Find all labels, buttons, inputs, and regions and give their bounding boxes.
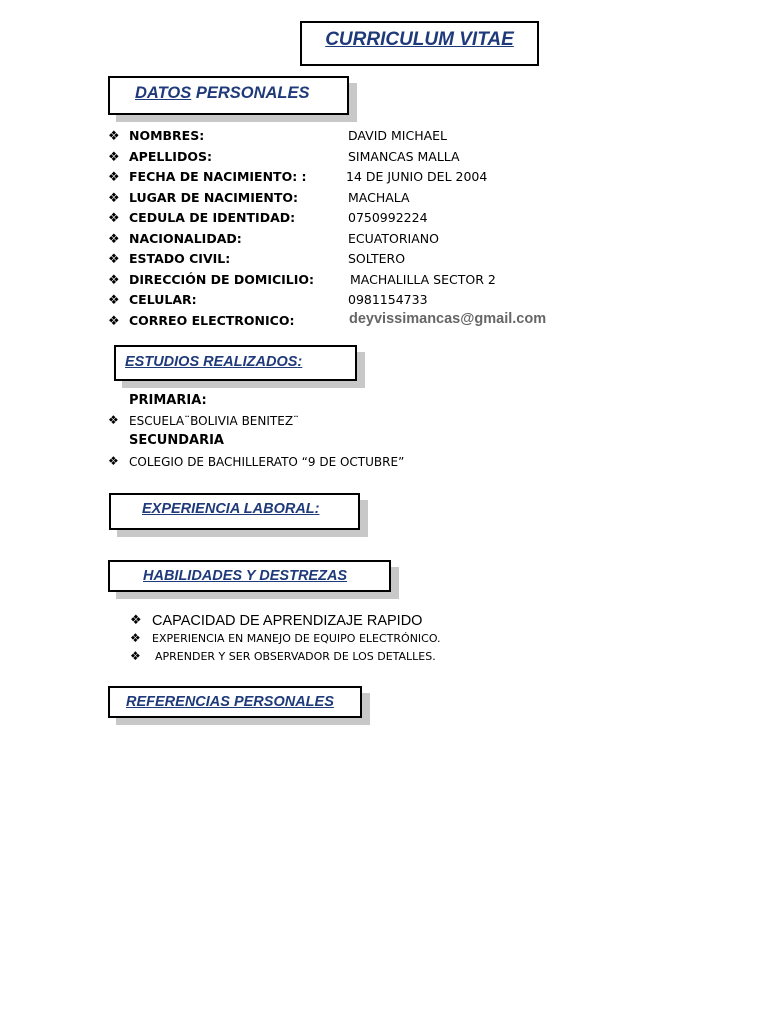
diamond-bullet-icon: ❖ bbox=[108, 189, 120, 205]
referencias-heading-box bbox=[108, 686, 362, 718]
field-label: NACIONALIDAD: bbox=[129, 230, 242, 246]
datos-personales-heading-box bbox=[108, 76, 349, 115]
secundaria-label: SECUNDARIA bbox=[129, 433, 224, 448]
skill-bullet: ❖ bbox=[130, 613, 142, 628]
habilidades-heading: HABILIDADES Y DESTREZAS bbox=[143, 568, 348, 584]
field-label: FECHA DE NACIMIENTO: : bbox=[129, 169, 307, 184]
field-value: 0981154733 bbox=[348, 292, 428, 307]
estudios-heading-box bbox=[114, 345, 357, 381]
experiencia-heading-colon: : bbox=[314, 501, 320, 517]
diamond-bullet-icon: ❖ bbox=[108, 230, 120, 246]
diamond-bullet-icon: ❖ bbox=[108, 128, 120, 143]
field-value: SOLTERO bbox=[348, 251, 406, 266]
primaria-label: PRIMARIA: bbox=[129, 393, 207, 408]
secundaria-bullet: ❖ bbox=[108, 454, 119, 468]
diamond-bullet-icon: ❖ bbox=[108, 312, 120, 328]
field-value: MACHALA bbox=[348, 189, 410, 205]
diamond-bullet-icon: ❖ bbox=[108, 148, 120, 164]
diamond-bullet-icon: ❖ bbox=[108, 169, 120, 184]
field-value: 0750992224 bbox=[348, 210, 428, 225]
experiencia-heading bbox=[142, 501, 358, 517]
field-label: DIRECCIÓN DE DOMICILIO: bbox=[129, 271, 315, 287]
estudios-heading-text: ESTUDIOS REALIZADOS bbox=[125, 354, 298, 370]
field-value: DAVID MICHAEL bbox=[348, 128, 448, 143]
primaria-bullet: ❖ bbox=[108, 413, 119, 427]
primaria-school: ESCUELA¨BOLIVIA BENITEZ¨ bbox=[129, 414, 300, 428]
field-label: CEDULA DE IDENTIDAD: bbox=[129, 210, 296, 225]
experiencia-heading-text: EXPERIENCIA LABORAL bbox=[142, 501, 315, 517]
skill-item: CAPACIDAD DE APRENDIZAJE RAPIDO bbox=[152, 613, 423, 629]
datos-heading-word: DATOS bbox=[135, 84, 192, 102]
diamond-bullet-icon: ❖ bbox=[108, 251, 120, 266]
skill-item: EXPERIENCIA EN MANEJO DE EQUIPO ELECTRÓNICO. bbox=[152, 632, 441, 645]
field-value: 14 DE JUNIO DEL 2004 bbox=[346, 169, 488, 184]
field-label: LUGAR DE NACIMIENTO: bbox=[129, 189, 299, 205]
diamond-bullet-icon: ❖ bbox=[108, 292, 120, 307]
diamond-bullet-icon: ❖ bbox=[108, 210, 120, 225]
secundaria-school: COLEGIO DE BACHILLERATO “9 DE OCTUBRE” bbox=[129, 455, 405, 469]
cv-title: CURRICULUM VITAE bbox=[325, 29, 514, 50]
field-value: MACHALILLA SECTOR 2 bbox=[350, 271, 496, 287]
field-label: CELULAR: bbox=[129, 292, 197, 307]
diamond-bullet-icon: ❖ bbox=[108, 271, 120, 287]
field-label: NOMBRES: bbox=[129, 128, 205, 143]
referencias-heading: REFERENCIAS PERSONALES bbox=[126, 694, 334, 710]
field-value: SIMANCAS MALLA bbox=[348, 148, 460, 164]
personales-heading-word: PERSONALES bbox=[191, 84, 310, 102]
field-value: deyvissimancas@gmail.com bbox=[349, 310, 547, 327]
field-label: APELLIDOS: bbox=[129, 148, 212, 164]
habilidades-heading-box bbox=[108, 560, 391, 592]
estudios-heading bbox=[125, 354, 355, 370]
skill-bullet: ❖ bbox=[130, 631, 141, 645]
estudios-heading-colon: : bbox=[297, 354, 303, 370]
skill-item: APRENDER Y SER OBSERVADOR DE LOS DETALLES. bbox=[155, 650, 436, 663]
cv-title-box bbox=[300, 21, 539, 66]
field-label: CORREO ELECTRONICO: bbox=[129, 312, 295, 328]
field-value: ECUATORIANO bbox=[348, 230, 439, 246]
field-label: ESTADO CIVIL: bbox=[129, 251, 231, 266]
datos-personales-heading bbox=[135, 84, 347, 103]
skill-bullet: ❖ bbox=[130, 649, 141, 663]
experiencia-heading-box bbox=[109, 493, 360, 530]
